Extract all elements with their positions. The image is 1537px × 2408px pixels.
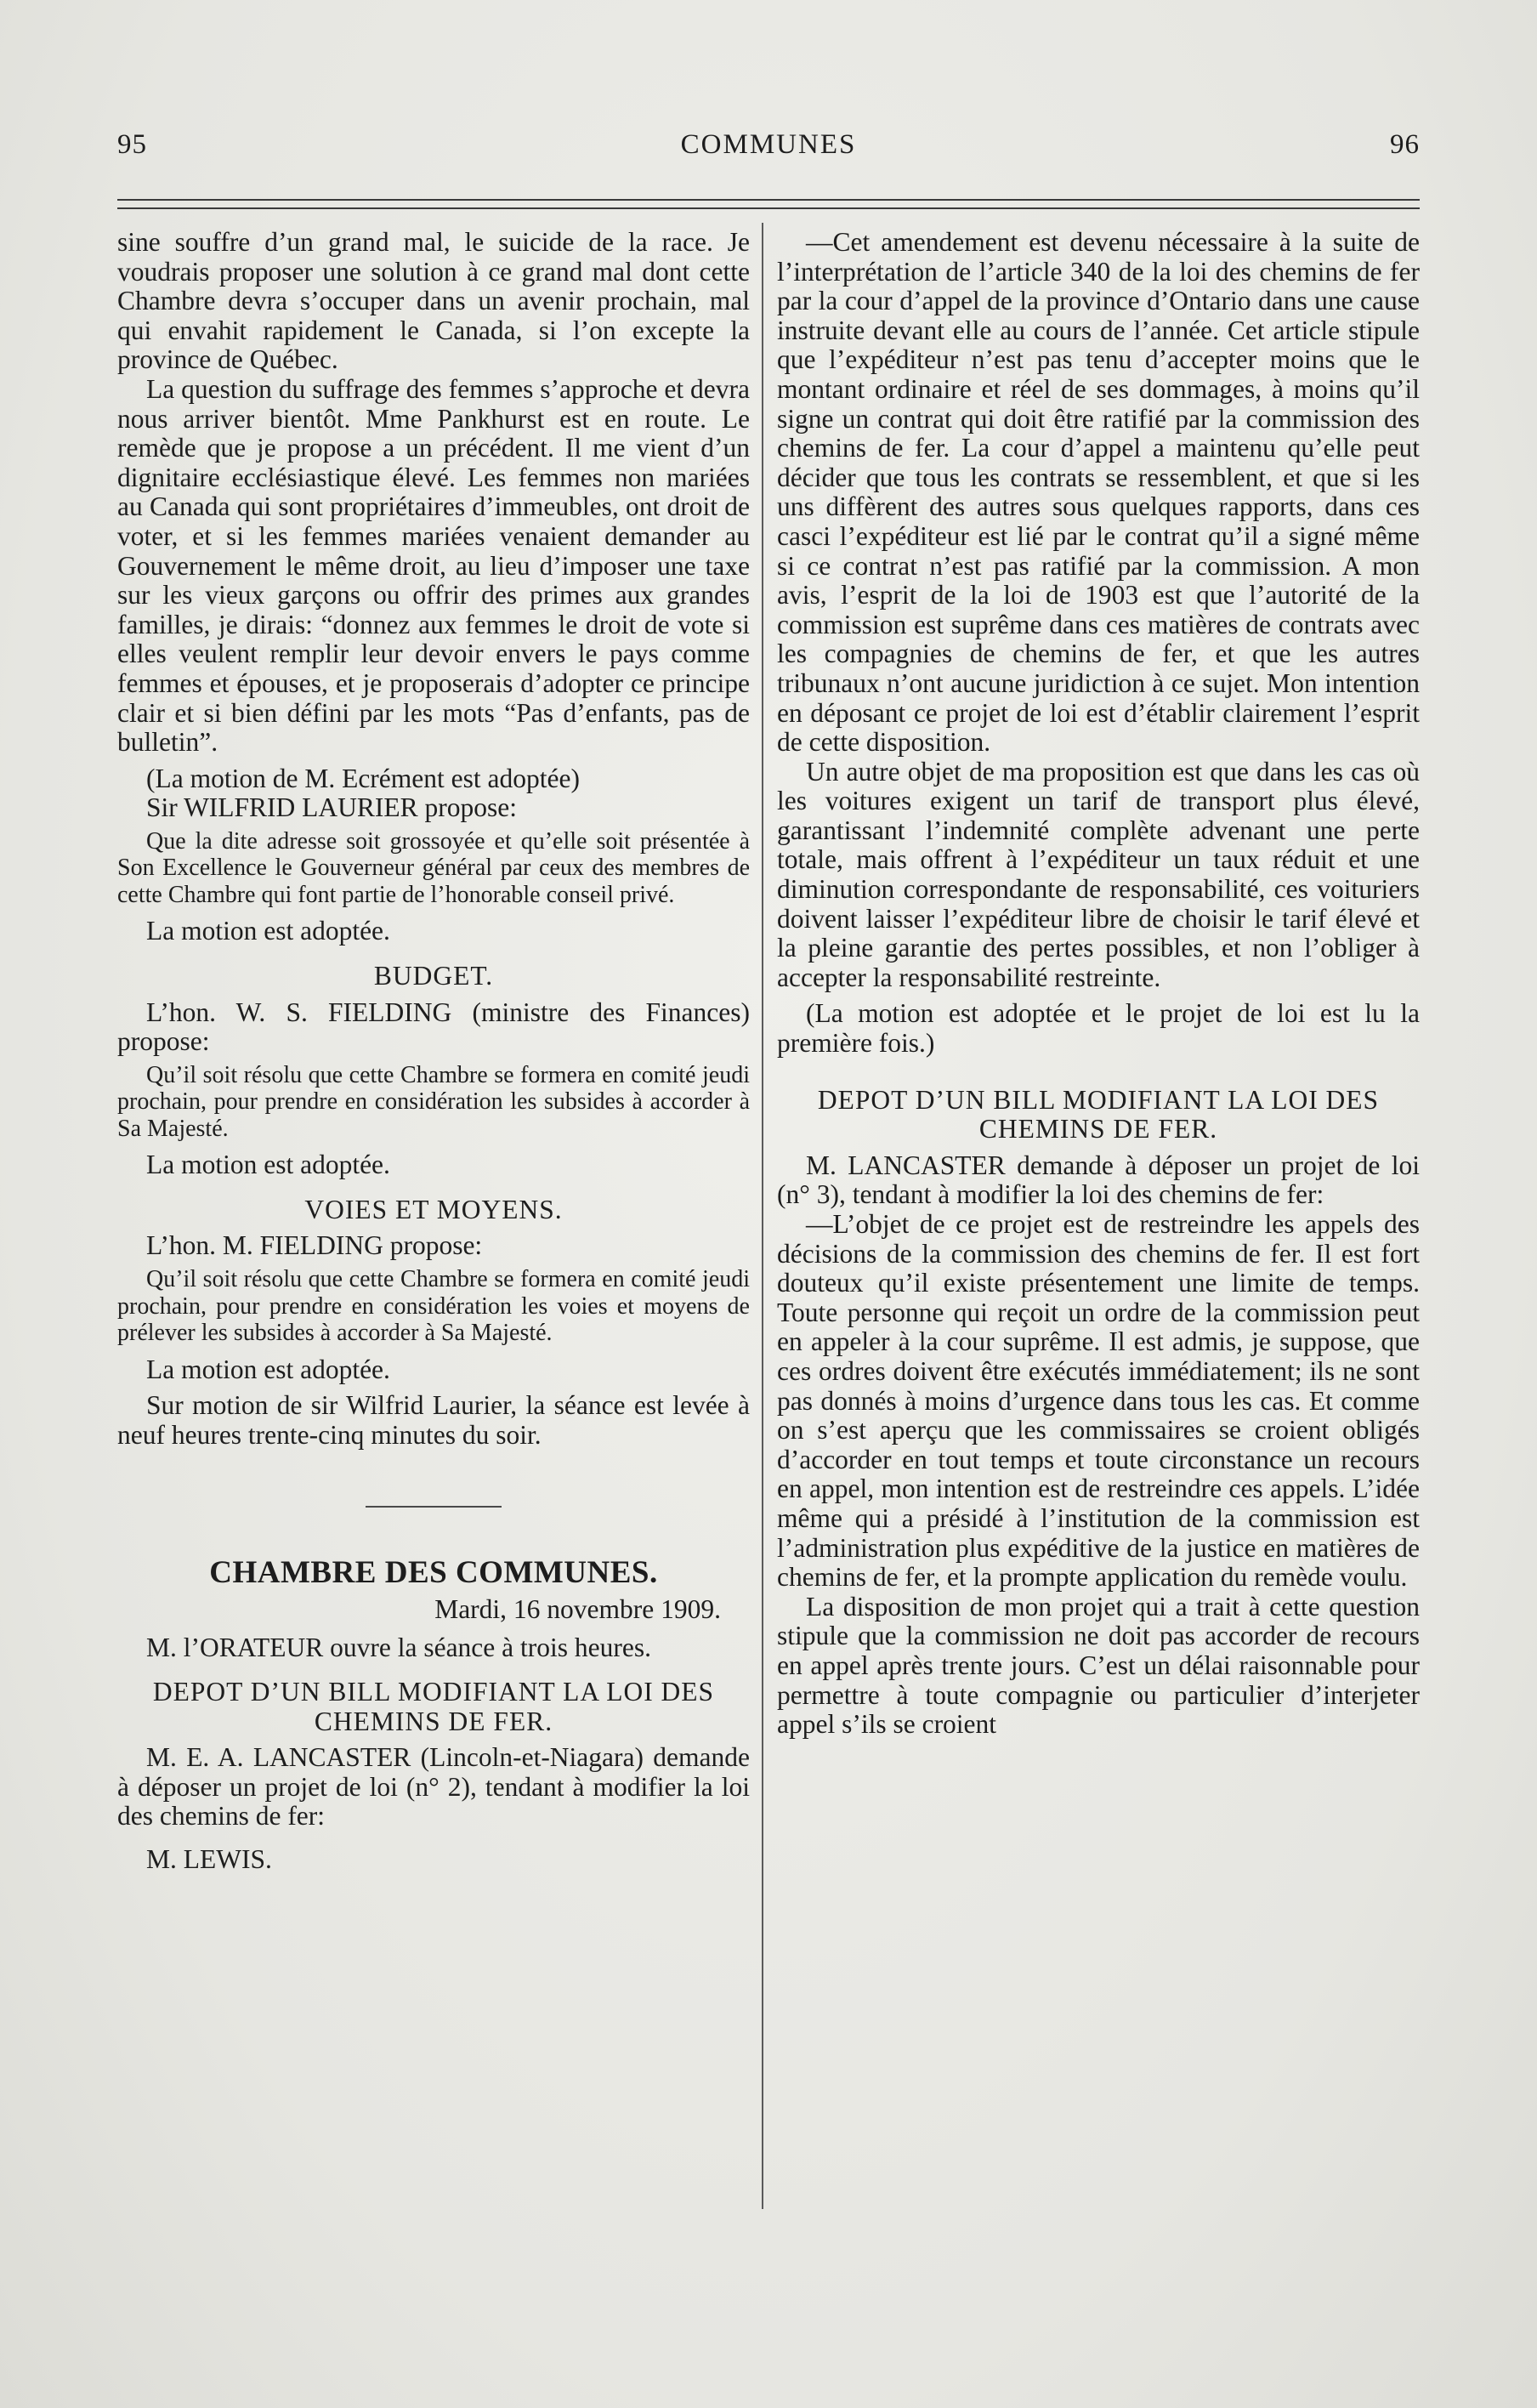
- motion-text: Qu’il soit résolu que cette Chambre se formera en comité jeudi prochain, pour prendre en considération les subsides à accorder à Sa Majesté.: [117, 1061, 750, 1142]
- right-column: [777, 228, 1420, 1740]
- running-title: COMMUNES: [680, 129, 857, 160]
- section-heading-budget: BUDGET.: [373, 960, 494, 991]
- motion-text: Qu’il soit résolu que cette Chambre se formera en comité jeudi prochain, pour prendre en considération les voies et moyens de prélever les subsides à accorder à Sa Majesté.: [117, 1266, 750, 1347]
- header-rule-top: [117, 199, 1420, 201]
- header-rule-bottom: [117, 207, 1420, 209]
- section-separator: [366, 1506, 502, 1508]
- left-column: [117, 228, 750, 1875]
- motion-result: (La motion de M. Ecrément est adoptée): [146, 763, 580, 793]
- paragraph: sine souffre d’un grand mal, le suicide de la race. Je voudrais proposer une solution à ce grand mal dont cette Chambre devra s’occuper dans un avenir prochain, mal qui envahit rapidement le Canada, si l’on excepte la province de Québec.: [117, 227, 750, 375]
- paragraph: —L’objet de ce projet est de restreindre les appels des décisions de la commission des chemins de fer. Il est fort douteux qu’il existe présentement une limite de temps. Toute personne qui reçoit un ordre de la commission peut en appeler à la cour suprême. Il est admis, je suppose, que ces ordres doivent être exécutés immédiatement; ils ne sont pas donnés à moins d’urgence dans tous les cas. Et comme on s’est aperçu que les commissaires se croient obligés d’accorder en tout temps et toute circonstance un recours en appel, mon intention est de restreindre ces appels. L’idée même qui a présidé à l’institution de la commission est l’administration plus expéditive de la justice en matières de chemins de fer, et la prompte application du remède voulu.: [777, 1209, 1420, 1593]
- paragraph: M. LANCASTER demande à déposer un projet de loi (n° 3), tendant à modifier la loi des chemins de fer:: [777, 1150, 1420, 1210]
- motion-result: (La motion est adoptée et le projet de loi est lu la première fois.): [777, 998, 1420, 1059]
- page-number-left: 95: [117, 129, 147, 160]
- speaker-line: L’hon. W. S. FIELDING (ministre des Finances) propose:: [117, 997, 750, 1057]
- paragraph: M. l’ORATEUR ouvre la séance à trois heures.: [146, 1632, 651, 1662]
- speaker-name: M. LEWIS.: [146, 1844, 272, 1875]
- speaker-line: Sir WILFRID LAURIER propose:: [146, 792, 518, 823]
- paragraph: Sur motion de sir Wilfrid Laurier, la séance est levée à neuf heures trente-cinq minutes du soir.: [117, 1390, 750, 1450]
- sitting-date: Mardi, 16 novembre 1909.: [434, 1593, 721, 1624]
- motion-result: La motion est adoptée.: [146, 916, 390, 946]
- motion-text: Que la dite adresse soit grossoyée et qu’elle soit présentée à Son Excellence le Gouverneur général par ceux des membres de cette Chambre qui font partie de l’honorable conseil privé.: [117, 827, 750, 908]
- motion-result: La motion est adoptée.: [146, 1354, 390, 1384]
- paragraph: —Cet amendement est devenu nécessaire à la suite de l’interprétation de l’article 340 de la loi des chemins de fer par la cour d’appel de la province d’Ontario dans une cause instruite devant elle au cours de l’année. Cet article stipule que l’expéditeur n’est pas tenu d’accepter moins que le montant ordinaire et réel de ses dommages, à moins qu’il signe un contrat qui doit être ratifié par la commission des chemins de fer. La cour d’appel a maintenu qu’elle peut décider que tous les contrats se ressemblent, et que si les uns diffèrent des autres sous quelques rapports, dans ces casci l’expéditeur est lié par le contrat qu’il a signé même si ce contrat n’est pas ratifié par la commission. A mon avis, l’esprit de la loi de 1903 est que l’autorité de la commission est suprême dans ces matières de contrats avec les compagnies de chemins de fer, et que les autres tribunaux n’ont aucune juridiction à ce sujet. Mon intention en déposant ce projet de loi est d’établir clairement l’esprit de cette disposition.: [777, 227, 1420, 758]
- paragraph: La question du suffrage des femmes s’approche et devra nous arriver bientôt. Mme Pankhurst est en route. Le remède que je propose a un précédent. Il me vient d’un dignitaire ecclésiastique élevé. Les femmes non mariées au Canada qui sont propriétaires d’immeubles, ont droit de voter, et si les femmes mariées venaient demander au Gouvernement le même droit, au lieu d’imposer une taxe sur les vieux garçons ou offrir des primes aux grandes familles, je dirais: “donnez aux femmes le droit de vote si elles veulent remplir leur devoir envers le pays comme femmes et épouses, et je proposerais d’adopter ce principe clair et si bien défini par les mots “Pas d’enfants, pas de bulletin”.: [117, 373, 750, 758]
- section-heading-voies: VOIES ET MOYENS.: [304, 1194, 563, 1224]
- section-heading-depot: DEPOT D’UN BILL MODIFIANT LA LOI DES CHEMINS DE FER.: [817, 1084, 1380, 1144]
- paragraph: Un autre objet de ma proposition est que dans les cas où les voitures exigent un tarif de transport plus élevé, garantissant l’indemnité complète advenant une perte totale, mais offrent à l’expéditeur un taux réduit et une diminution correspondante de responsabilité, ces voituriers doivent laisser l’expéditeur libre de choisir le tarif élevé et la pleine garantie des pertes possibles, et non l’obliger à accepter la responsabilité restreinte.: [777, 756, 1420, 992]
- page-header: [117, 129, 1420, 172]
- chamber-heading: CHAMBRE DES COMMUNES.: [209, 1555, 658, 1591]
- paragraph: M. E. A. LANCASTER (Lincoln-et-Niagara) demande à déposer un projet de loi (n° 2), tendant à modifier la loi des chemins de fer:: [117, 1742, 750, 1832]
- section-heading-depot: DEPOT D’UN BILL MODIFIANT LA LOI DES CHEMINS DE FER.: [152, 1677, 715, 1736]
- column-divider: [762, 223, 763, 2209]
- motion-result: La motion est adoptée.: [146, 1150, 390, 1180]
- paragraph: La disposition de mon projet qui a trait à cette question stipule que la commission ne doit pas accorder de recours en appel après trente jours. C’est un délai raisonnable pour permettre à toute compagnie ou particulier d’interjeter appel s’ils se croient: [777, 1591, 1420, 1740]
- speaker-line: L’hon. M. FIELDING propose:: [146, 1230, 483, 1261]
- page-number-right: 96: [1390, 129, 1420, 160]
